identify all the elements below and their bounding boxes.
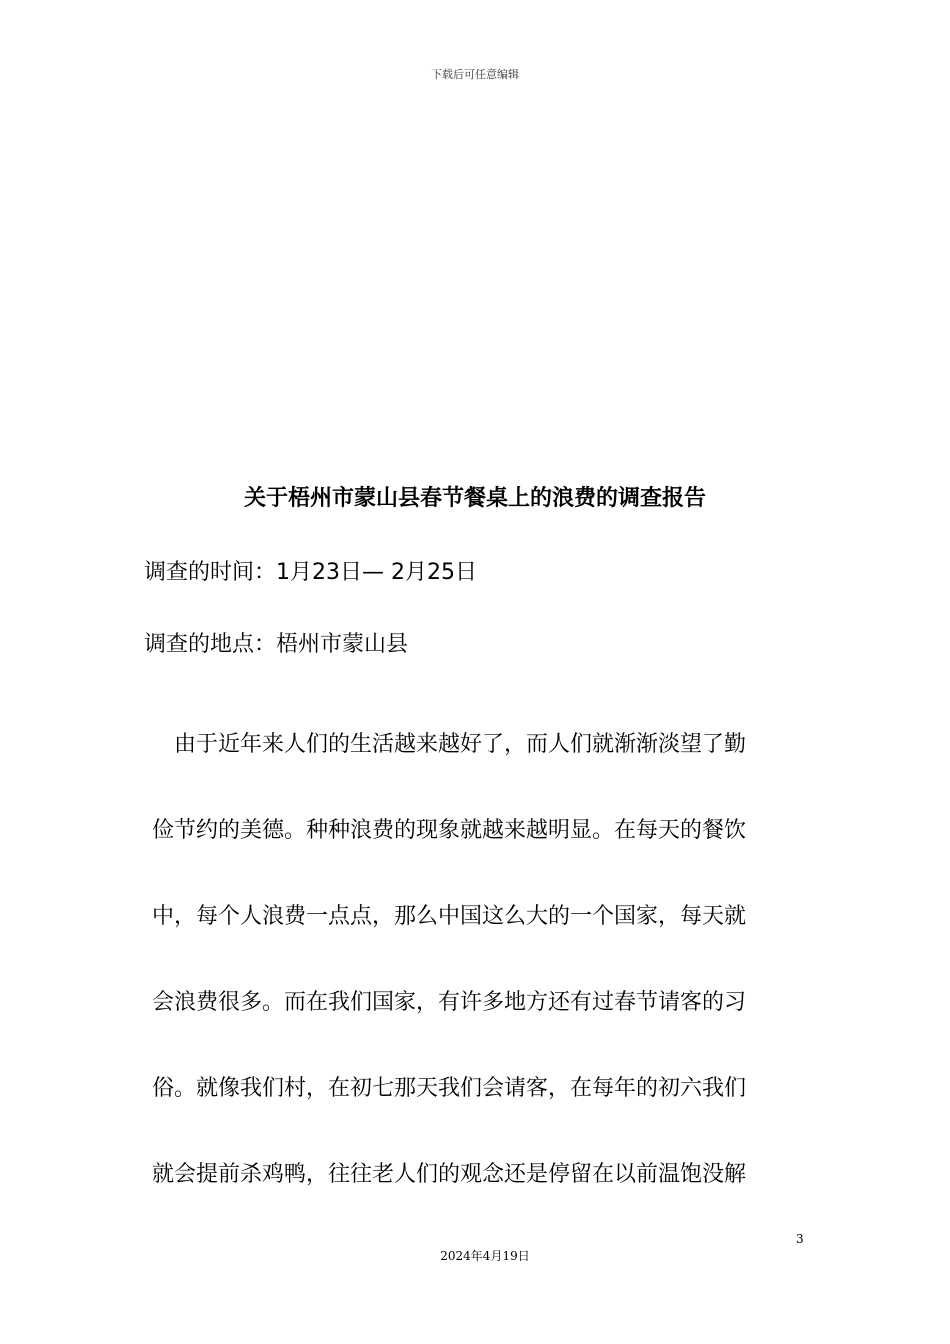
survey-time-value: 1月23日— 2月25日: [276, 560, 477, 585]
body-line: 就会提前杀鸡鸭，往往老人们的观念还是停留在以前温饱没解: [152, 1162, 747, 1187]
body-line: 由于近年来人们的生活越来越好了，而人们就渐渐淡望了勤: [174, 732, 747, 757]
survey-place-line: [144, 629, 408, 661]
body-line: 俭节约的美德。种种浪费的现象就越来越明显。在每天的餐饮: [152, 818, 747, 843]
survey-place-label: 调查的地点：: [144, 632, 277, 657]
report-title: 关于梧州市蒙山县春节餐桌上的浪费的调查报告: [243, 486, 706, 511]
page-number: 3: [796, 1232, 804, 1246]
header-note: 下载后可任意编辑: [431, 68, 519, 81]
survey-time-line: [144, 557, 477, 589]
footer-date: 2024年4月19日: [440, 1249, 530, 1263]
survey-place-value: 梧州市蒙山县: [276, 632, 409, 657]
body-line: 俗。就像我们村，在初七那天我们会请客，在每年的初六我们: [152, 1076, 747, 1101]
body-line: 会浪费很多。而在我们国家，有许多地方还有过春节请客的习: [152, 990, 747, 1015]
body-line: 中，每个人浪费一点点，那么中国这么大的一个国家，每天就: [152, 904, 747, 929]
survey-time-label: 调查的时间：: [144, 560, 277, 585]
